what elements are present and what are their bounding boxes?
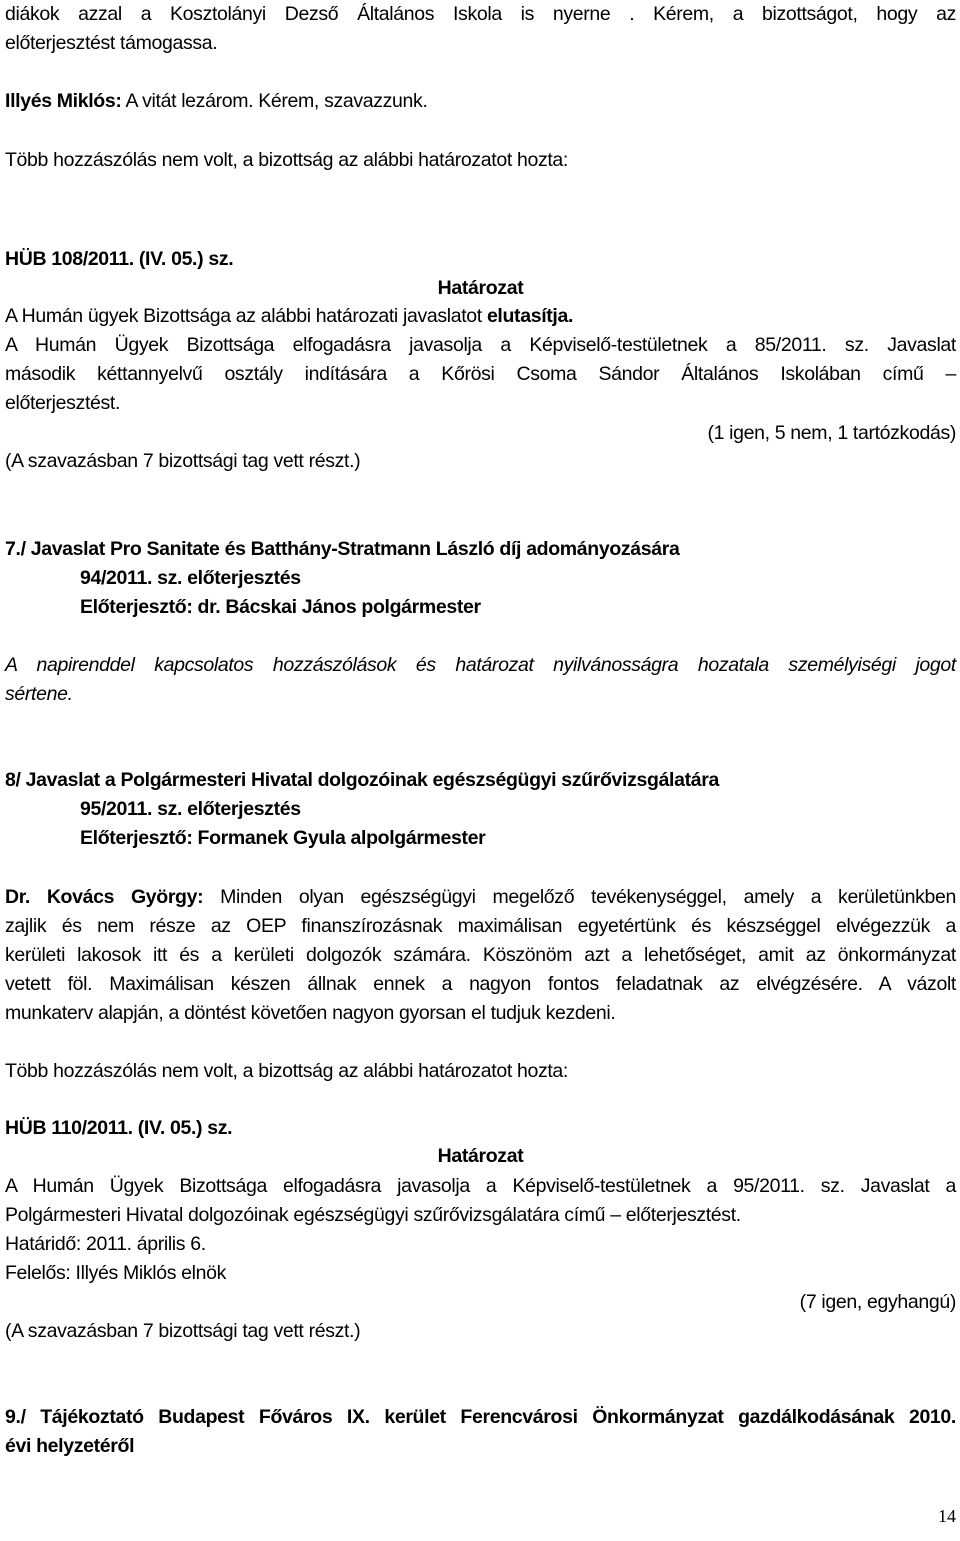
resolution-line: második kéttannyelvű osztály indítására a Kőrösi Csoma Sándor Általános Iskolában című – xyxy=(5,363,956,385)
resolution-deadline: Határidő: 2011. április 6. xyxy=(5,1233,206,1255)
privacy-note: sértene. xyxy=(5,683,73,705)
paragraph-line: kerületi lakosok itt és a kerületi dolgozók számára. Köszönöm azt a lehetőséget, amit az önkormányzat xyxy=(5,944,956,966)
paragraph-line: munkaterv alapján, a döntést követően nagyon gyorsan el tudjuk kezdeni. xyxy=(5,1002,616,1024)
speaker-text: Minden olyan egészségügyi megelőző tevékenységgel, amely a kerületünkben xyxy=(203,886,956,908)
privacy-note: A napirenddel kapcsolatos hozzászólások és határozat nyilvánosságra hozatala személyiségi jogot xyxy=(5,654,956,676)
speaker-name: Illyés Miklós: xyxy=(5,90,122,112)
speaker-line xyxy=(5,884,956,910)
section-title: 7./ Javaslat Pro Sanitate és Batthány-Stratmann László díj adományozására xyxy=(5,538,680,560)
paragraph-line: diákok azzal a Kosztolányi Dezső Általános Iskola is nyerne . Kérem, a bizottságot, hogy az xyxy=(5,3,956,25)
paragraph-line: zajlik és nem része az OEP finanszírozásnak maximálisan egyetértünk és készséggel elvégezzük a xyxy=(5,915,956,937)
section-proposal-number: 95/2011. sz. előterjesztés xyxy=(80,798,301,820)
section-title: 8/ Javaslat a Polgármesteri Hivatal dolgozóinak egészségügyi szűrővizsgálatára xyxy=(5,769,719,791)
page-number: 14 xyxy=(938,1506,956,1526)
speaker-text: A vitát lezárom. Kérem, szavazzunk. xyxy=(121,90,428,112)
vote-result: (7 igen, egyhangú) xyxy=(799,1291,956,1313)
resolution-line: A Humán Ügyek Bizottsága elfogadásra javasolja a Képviselő-testületnek a 95/2011. sz. Javaslat a xyxy=(5,1175,956,1197)
resolution-line: Polgármesteri Hivatal dolgozóinak egészségügyi szűrővizsgálatára című – előterjesztést. xyxy=(5,1204,741,1226)
speaker-line xyxy=(5,88,428,114)
resolution-number: HÜB 110/2011. (IV. 05.) sz. xyxy=(5,1117,233,1139)
section-title: 9./ Tájékoztató Budapest Főváros IX. kerület Ferencvárosi Önkormányzat gazdálkodásának 2010. xyxy=(5,1406,956,1428)
section-presenter: Előterjesztő: dr. Bácskai János polgármester xyxy=(80,596,481,618)
vote-participants: (A szavazásban 7 bizottsági tag vett részt.) xyxy=(5,1320,361,1342)
paragraph-line: vetett föl. Maximálisan készen állnak ennek a nagyon fontos feladatnak az elvégzésére. A vázolt xyxy=(5,973,956,995)
resolution-line xyxy=(5,303,573,329)
resolution-line: A Humán Ügyek Bizottsága elfogadásra javasolja a Képviselő-testületnek a 85/2011. sz. Javaslat xyxy=(5,334,956,356)
paragraph-line: Több hozzászólás nem volt, a bizottság az alábbi határozatot hozta: xyxy=(5,149,568,171)
section-presenter: Előterjesztő: Formanek Gyula alpolgármester xyxy=(80,827,486,849)
resolution-verdict: elutasítja. xyxy=(486,305,574,327)
resolution-responsible: Felelős: Illyés Miklós elnök xyxy=(5,1262,227,1284)
resolution-line: előterjesztést. xyxy=(5,392,121,414)
resolution-heading: Határozat xyxy=(437,1145,524,1167)
vote-participants: (A szavazásban 7 bizottsági tag vett részt.) xyxy=(5,450,361,472)
paragraph-line: Több hozzászólás nem volt, a bizottság az alábbi határozatot hozta: xyxy=(5,1060,568,1082)
resolution-number: HÜB 108/2011. (IV. 05.) sz. xyxy=(5,248,234,270)
section-proposal-number: 94/2011. sz. előterjesztés xyxy=(80,567,301,589)
section-title-continued: évi helyzetéről xyxy=(5,1435,135,1457)
speaker-name: Dr. Kovács György: xyxy=(5,886,204,908)
resolution-heading: Határozat xyxy=(437,277,524,299)
resolution-text: A Humán ügyek Bizottsága az alábbi határozati javaslatot xyxy=(5,305,487,327)
vote-result: (1 igen, 5 nem, 1 tartózkodás) xyxy=(707,422,956,444)
paragraph-line: előterjesztést támogassa. xyxy=(5,32,218,54)
